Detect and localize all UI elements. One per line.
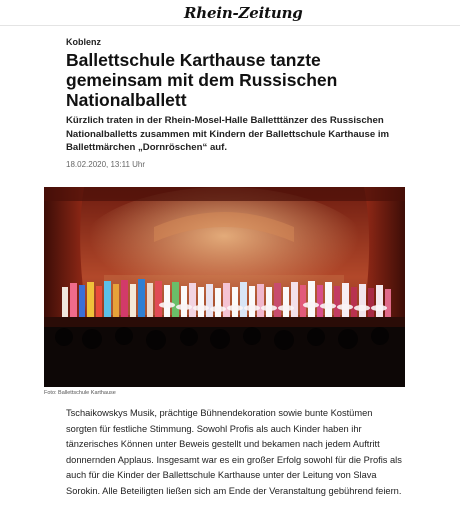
stage-photo-illustration [44, 187, 405, 387]
photo-caption: Foto: Ballettschule Karthause [44, 390, 116, 396]
article-kicker: Koblenz [66, 37, 101, 47]
article-body: Tschaikowskys Musik, prächtige Bühnendekoration sowie bunte Kostümen sorgten für festliche Stimmung. Sowohl Profis als auch Kinder haben ihr tänzerisches Können unter Beweis gestellt und bekamen nach jedem Auftritt donnernden Applaus. Insgesamt war es ein großer Erfolg sowohl für die Profis als auch für die Kinder der Ballettschule Karthause unter der Leitung von Slava Sorokin. Alle Beteiligten ließen sich am Ende der Veranstaltung gebührend feiern. [66, 408, 402, 496]
article-photo [44, 187, 405, 387]
article-lead: Kürzlich traten in der Rhein-Mosel-Halle Balletttänzer des Russischen Nationalballetts zusammen mit Kindern der Ballettschule Karthause im Ballettmärchen „Dornröschen“ auf. [66, 115, 390, 153]
article-date: 18.02.2020, 13:11 Uhr [66, 160, 146, 169]
masthead [0, 0, 460, 26]
article-headline: Ballettschule Karthause tanzte gemeinsam mit dem Russischen Nationalballett [66, 50, 338, 110]
site-logo[interactable]: Rhein-Zeitung [184, 4, 303, 22]
